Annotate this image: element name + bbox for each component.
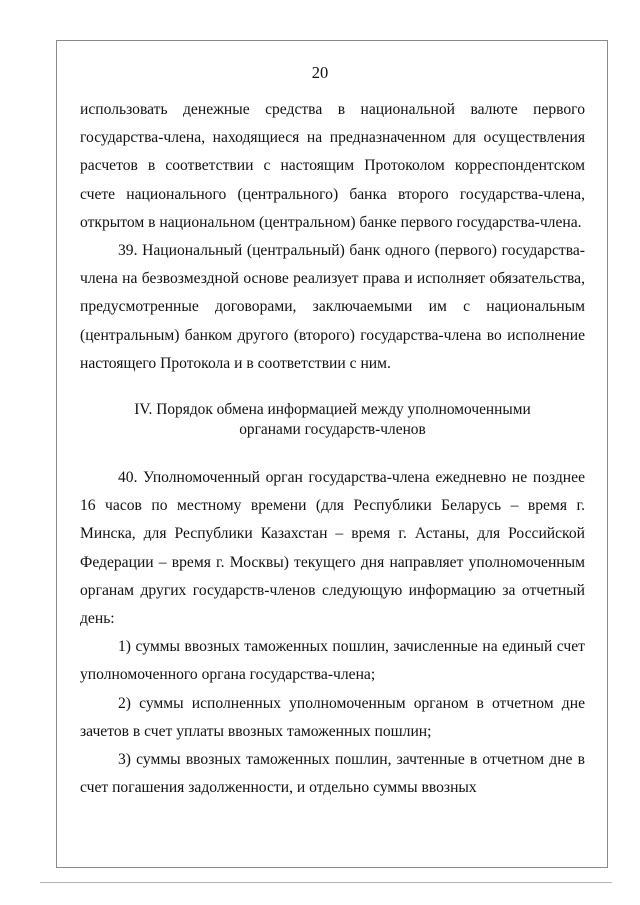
paragraph-39: 39. Национальный (центральный) банк одного (первого) государства-члена на безвозмездной основе реализует права и исполняет обязательства, предусмотренные договорами, заключаемыми им с национальным (центральным) банком другого (второго) государства-члена во исполнение настоящего Протокола и в соответствии с ним. [80, 242, 585, 372]
section-heading-line-2: органами государств-членов [239, 421, 426, 439]
list-item-1: 1) суммы ввозных таможенных пошлин, зачисленные на единый счет уполномоченного органа государства-члена; [80, 638, 585, 684]
paragraph-40: 40. Уполномоченный орган государства-члена ежедневно не позднее 16 часов по местному времени (для Республики Беларусь – время г. Минска, для Республики Казахстан – время г. Астаны, для Российской Федерации – время г. Москвы) текущего дня направляет уполномоченным органам других государств-членов следующую информацию за отчетный день: [80, 469, 585, 628]
page-number: 20 [311, 63, 329, 82]
section-heading [80, 400, 585, 440]
paragraph-continuation: использовать денежные средства в национальной валюте первого государства-члена, находящиеся на предназначенном для осуществления расчетов в соответствии с настоящим Протоколом корреспондентском счете национального (центрального) банка второго государства-члена, открытом в национальном (центральном) банке первого государства-члена. [80, 101, 585, 231]
document-body [80, 96, 585, 802]
list-item-2: 2) суммы исполненных уполномоченным органом в отчетном дне зачетов в счет уплаты ввозных таможенных пошлин; [80, 694, 585, 740]
list-item-3: 3) суммы ввозных таможенных пошлин, зачтенные в отчетном дне в счет погашения задолженности, и отдельно суммы ввозных [80, 751, 585, 797]
page-divider [40, 882, 612, 883]
section-heading-line-1: IV. Порядок обмена информацией между уполномоченными [134, 401, 531, 419]
